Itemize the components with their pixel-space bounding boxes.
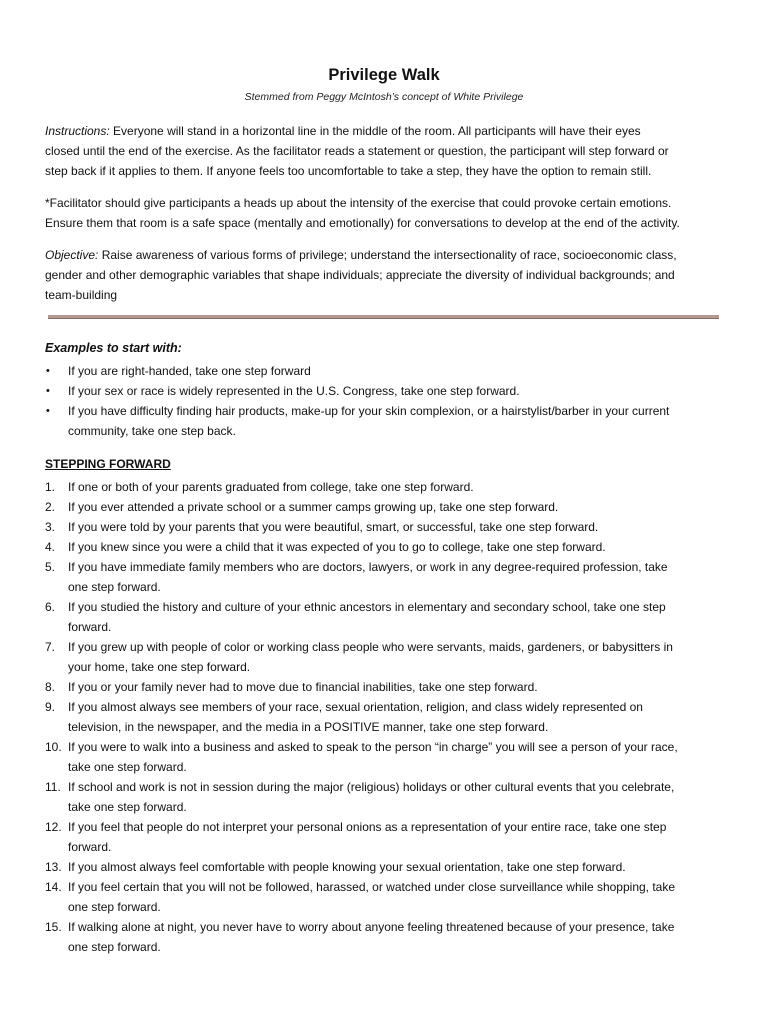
item-number: 8. [45,680,56,694]
instructions-line [45,121,735,141]
example-item [45,361,745,381]
example-item [45,381,745,401]
example-item-text: If you are right-handed, take one step forward [68,364,311,378]
bullet-marker: • [46,385,50,397]
stepping-forward-item [45,917,745,957]
stepping-forward-item-text: If one or both of your parents graduated from college, take one step forward. [68,480,474,494]
example-item-text: If your sex or race is widely represented in the U.S. Congress, take one step forward. [68,384,520,398]
item-number: 10. [45,740,62,754]
stepping-forward-item [45,637,745,677]
stepping-forward-item-text: one step forward. [68,900,161,914]
instructions-label: Instructions: [45,124,110,138]
stepping-forward-item-text: one step forward. [68,580,161,594]
stepping-forward-item-text: If you studied the history and culture of your ethnic ancestors in elementary and secondary school, take one step [68,600,666,614]
facilitator-note-paragraph [45,193,735,233]
objective-label: Objective: [45,248,99,262]
item-number: 7. [45,640,56,654]
stepping-forward-item [45,737,745,777]
instructions-line: closed until the end of the exercise. As the facilitator reads a statement or question, the participant will step forward or [45,144,669,158]
stepping-forward-item-text: If you were to walk into a business and asked to speak to the person “in charge” you will see a person of your race, [68,740,678,754]
stepping-forward-list [45,477,745,957]
stepping-forward-item-text: If you or your family never had to move due to financial inabilities, take one step forward. [68,680,538,694]
stepping-forward-item-text: If walking alone at night, you never have to worry about anyone feeling threatened because of your presence, take [68,920,675,934]
facilitator-note-line: Ensure them that room is a safe space (mentally and emotionally) for conversations to develop at the end of the activity. [45,216,680,230]
objective-line: team-building [45,288,118,302]
stepping-forward-item-text: If school and work is not in session during the major (religious) holidays or other cultural events that you celebrate, [68,780,675,794]
stepping-forward-item [45,497,745,517]
stepping-forward-item [45,537,745,557]
item-number: 3. [45,520,56,534]
page-title: Privilege Walk [328,66,440,84]
facilitator-note-line: *Facilitator should give participants a heads up about the intensity of the exercise that could provoke certain emotions. [45,196,672,210]
item-number: 4. [45,540,56,554]
stepping-forward-item [45,477,745,497]
stepping-forward-item-text: television, in the newspaper, and the media in a POSITIVE manner, take one step forward. [68,720,549,734]
item-number: 13. [45,860,62,874]
example-item-text: If you have difficulty finding hair products, make-up for your skin complexion, or a hairstylist/barber in your current [68,404,670,418]
stepping-forward-item [45,517,745,537]
item-number: 1. [45,480,56,494]
stepping-forward-item [45,777,745,817]
examples-heading: Examples to start with: [45,341,182,355]
stepping-forward-item-text: If you have immediate family members who are doctors, lawyers, or work in any degree-required profession, take [68,560,668,574]
item-number: 2. [45,500,56,514]
item-number: 15. [45,920,62,934]
bullet-marker: • [46,405,50,417]
item-number: 5. [45,560,56,574]
stepping-forward-item-text: If you knew since you were a child that it was expected of you to go to college, take one step forward. [68,540,606,554]
stepping-forward-item-text: If you feel certain that you will not be followed, harassed, or watched under close surveillance while shopping, take [68,880,676,894]
section-divider [48,315,719,319]
stepping-forward-item [45,817,745,857]
objective-text: Raise awareness of various forms of privilege; understand the intersectionality of race, socioeconomic class, [98,248,677,262]
stepping-forward-item [45,857,745,877]
objective-paragraph [45,245,735,305]
stepping-forward-item [45,597,745,637]
example-item-text: community, take one step back. [68,424,236,438]
instructions-paragraph [45,121,735,181]
stepping-forward-item-text: one step forward. [68,940,161,954]
stepping-forward-item-text: If you almost always see members of your race, sexual orientation, religion, and class widely represented on [68,700,643,714]
stepping-forward-item-text: If you almost always feel comfortable with people knowing your sexual orientation, take one step forward. [68,860,626,874]
objective-line: gender and other demographic variables that shape individuals; appreciate the diversity of individual backgrounds; and [45,268,675,282]
item-number: 6. [45,600,56,614]
item-number: 11. [45,780,61,794]
bullet-marker: • [46,365,50,377]
stepping-forward-item-text: If you feel that people do not interpret your personal onions as a representation of your entire race, take one step [68,820,667,834]
stepping-forward-item-text: take one step forward. [68,760,187,774]
stepping-forward-item [45,877,745,917]
stepping-forward-item-text: forward. [68,840,112,854]
examples-list [45,361,745,441]
instructions-line: step back if it applies to them. If anyone feels too uncomfortable to take a step, they have the option to remain still. [45,164,652,178]
objective-line [45,245,735,265]
stepping-forward-item-text: If you ever attended a private school or a summer camps growing up, take one step forward. [68,500,559,514]
instructions-text: Everyone will stand in a horizontal line in the middle of the room. All participants will have their eyes [109,124,641,138]
example-item [45,401,745,441]
stepping-forward-item-text: your home, take one step forward. [68,660,251,674]
stepping-forward-item-text: forward. [68,620,112,634]
stepping-forward-item [45,557,745,597]
stepping-forward-item [45,697,745,737]
stepping-forward-item-text: If you grew up with people of color or working class people who were servants, maids, gardeners, or babysitters in [68,640,673,654]
item-number: 14. [45,880,62,894]
page-subtitle: Stemmed from Peggy McIntosh’s concept of White Privilege [244,91,524,103]
stepping-forward-item-text: take one step forward. [68,800,187,814]
item-number: 12. [45,820,62,834]
item-number: 9. [45,700,56,714]
stepping-forward-item [45,677,745,697]
stepping-forward-item-text: If you were told by your parents that you were beautiful, smart, or successful, take one step forward. [68,520,599,534]
stepping-forward-heading: STEPPING FORWARD [45,457,171,471]
